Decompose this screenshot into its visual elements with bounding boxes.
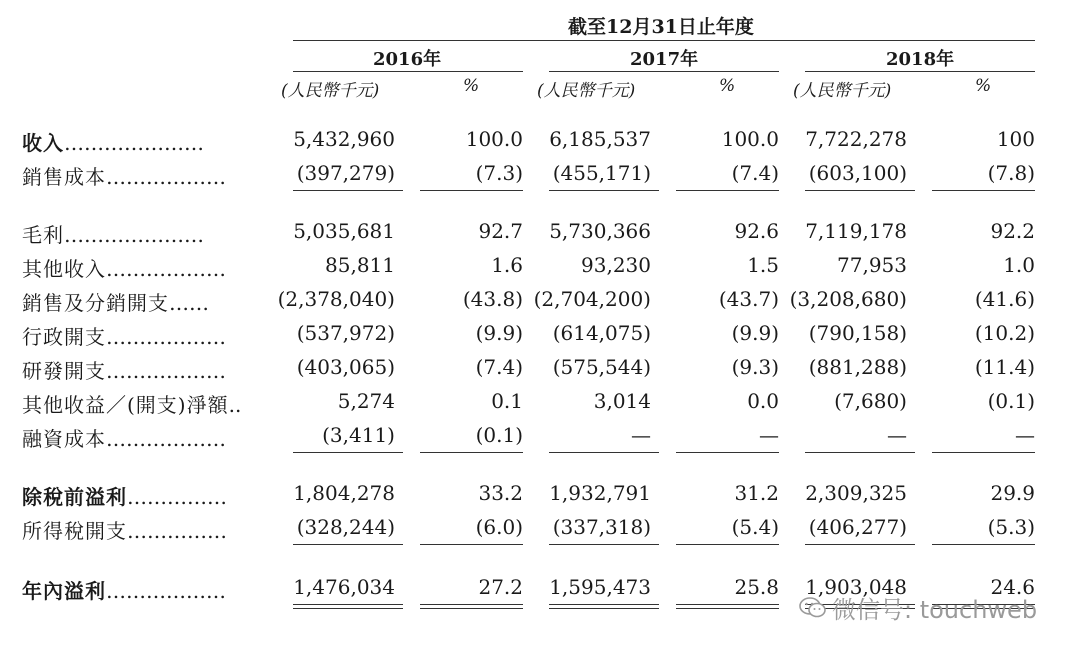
- percent-cell: 1.6: [491, 253, 523, 277]
- row-label: [22, 127, 204, 156]
- row-label: [22, 481, 227, 510]
- year-2018-header: 2018年: [886, 49, 955, 70]
- leader-dots: ………………: [106, 359, 226, 383]
- subtotal-rule: [805, 452, 915, 453]
- amount-cell: (603,100): [808, 161, 907, 185]
- leader-dots: …………………: [64, 131, 204, 155]
- row-label-text: 銷售成本: [22, 165, 106, 189]
- percent-cell: —: [759, 423, 779, 447]
- percent-cell: 1.0: [1003, 253, 1035, 277]
- row-label-text: 除稅前溢利: [22, 485, 127, 509]
- pct-label-2017: %: [719, 76, 736, 96]
- amount-cell: (3,411): [322, 423, 395, 447]
- leader-dots: …………………: [64, 223, 204, 247]
- leader-dots: ………………: [106, 427, 226, 451]
- subtotal-rule: [932, 190, 1035, 191]
- row-label: [22, 575, 226, 604]
- total-double-rule: [676, 604, 779, 609]
- percent-cell: 0.1: [491, 389, 523, 413]
- amount-cell: (455,171): [552, 161, 651, 185]
- subtotal-rule: [805, 544, 915, 545]
- row-label-text: 研發開支: [22, 359, 106, 383]
- amount-cell: 1,932,791: [549, 481, 651, 505]
- amount-cell: (881,288): [808, 355, 907, 379]
- subtotal-rule: [420, 190, 523, 191]
- percent-cell: (9.9): [475, 321, 523, 345]
- percent-cell: 27.2: [478, 575, 523, 599]
- row-label-text: 年內溢利: [22, 579, 106, 603]
- leader-dots: ……………: [127, 485, 227, 509]
- row-label-text: 融資成本: [22, 427, 106, 451]
- total-double-rule: [293, 604, 403, 609]
- year-2017-header: 2017年: [630, 49, 699, 70]
- percent-cell: (0.1): [987, 389, 1035, 413]
- percent-cell: 100.0: [721, 127, 779, 151]
- row-label-text: 其他收入: [22, 257, 106, 281]
- percent-cell: 100.0: [465, 127, 523, 151]
- subtotal-rule: [549, 190, 659, 191]
- subtotal-rule: [293, 452, 403, 453]
- unit-label-2018: (人民幣千元): [793, 81, 892, 101]
- row-label: [22, 161, 226, 190]
- header-rule: [293, 40, 1035, 41]
- percent-cell: (7.4): [475, 355, 523, 379]
- leader-dots: ………………: [106, 257, 226, 281]
- pct-label-2018: %: [975, 76, 992, 96]
- percent-cell: 29.9: [990, 481, 1035, 505]
- row-label: [22, 321, 226, 350]
- percent-cell: —: [1015, 423, 1035, 447]
- percent-cell: (7.8): [987, 161, 1035, 185]
- subtotal-rule: [549, 452, 659, 453]
- percent-cell: 92.2: [990, 219, 1035, 243]
- percent-cell: 33.2: [478, 481, 523, 505]
- percent-cell: 0.0: [747, 389, 779, 413]
- amount-cell: —: [887, 423, 907, 447]
- year-2017-rule: [549, 71, 779, 72]
- watermark: [798, 590, 1037, 627]
- leader-dots: ………………: [106, 579, 226, 603]
- unit-label-2017: (人民幣千元): [537, 81, 636, 101]
- row-label-text: 收入: [22, 131, 64, 155]
- amount-cell: 1,476,034: [293, 575, 395, 599]
- amount-cell: 1,595,473: [549, 575, 651, 599]
- amount-cell: 5,035,681: [293, 219, 395, 243]
- amount-cell: —: [631, 423, 651, 447]
- period-header: 截至12月31日止年度: [568, 16, 754, 38]
- year-2018-rule: [805, 71, 1035, 72]
- row-label: [22, 287, 209, 316]
- amount-cell: (575,544): [552, 355, 651, 379]
- amount-cell: 7,119,178: [805, 219, 907, 243]
- amount-cell: (403,065): [296, 355, 395, 379]
- percent-cell: (5.3): [987, 515, 1035, 539]
- amount-cell: 6,185,537: [549, 127, 651, 151]
- amount-cell: (537,972): [296, 321, 395, 345]
- subtotal-rule: [676, 190, 779, 191]
- row-label-text: 毛利: [22, 223, 64, 247]
- percent-cell: (9.9): [731, 321, 779, 345]
- amount-cell: 5,432,960: [293, 127, 395, 151]
- percent-cell: (41.6): [974, 287, 1035, 311]
- amount-cell: (790,158): [808, 321, 907, 345]
- total-double-rule: [549, 604, 659, 609]
- percent-cell: (43.8): [462, 287, 523, 311]
- percent-cell: 92.6: [734, 219, 779, 243]
- leader-dots: ………………: [106, 165, 226, 189]
- watermark-text: 微信号: touchweb: [832, 596, 1038, 624]
- percent-cell: 31.2: [734, 481, 779, 505]
- leader-dots: ………………: [106, 325, 226, 349]
- subtotal-rule: [549, 544, 659, 545]
- row-label: [22, 355, 226, 384]
- row-label: [22, 253, 226, 282]
- amount-cell: 5,730,366: [549, 219, 651, 243]
- amount-cell: 1,804,278: [293, 481, 395, 505]
- leader-dots: ……………: [127, 519, 227, 543]
- amount-cell: 5,274: [337, 389, 395, 413]
- percent-cell: (11.4): [974, 355, 1035, 379]
- amount-cell: (7,680): [834, 389, 907, 413]
- amount-cell: (406,277): [808, 515, 907, 539]
- row-label-text: 所得稅開支: [22, 519, 127, 543]
- amount-cell: (2,378,040): [277, 287, 395, 311]
- subtotal-rule: [676, 544, 779, 545]
- pct-label-2016: %: [463, 76, 480, 96]
- percent-cell: (6.0): [475, 515, 523, 539]
- percent-cell: 1.5: [747, 253, 779, 277]
- row-label-text: 銷售及分銷開支: [22, 291, 169, 315]
- subtotal-rule: [805, 190, 915, 191]
- amount-cell: (397,279): [296, 161, 395, 185]
- amount-cell: 2,309,325: [805, 481, 907, 505]
- amount-cell: 77,953: [837, 253, 907, 277]
- leader-dots: ..: [228, 393, 242, 417]
- subtotal-rule: [932, 544, 1035, 545]
- row-label: [22, 389, 241, 418]
- amount-cell: (614,075): [552, 321, 651, 345]
- percent-cell: 92.7: [478, 219, 523, 243]
- row-label-text: 其他收益／(開支)淨額: [22, 393, 229, 417]
- subtotal-rule: [293, 544, 403, 545]
- percent-cell: (9.3): [731, 355, 779, 379]
- row-label-text: 行政開支: [22, 325, 106, 349]
- percent-cell: (10.2): [974, 321, 1035, 345]
- year-2016-header: 2016年: [373, 49, 442, 70]
- wechat-icon: [798, 595, 828, 627]
- amount-cell: (337,318): [552, 515, 651, 539]
- amount-cell: 85,811: [325, 253, 395, 277]
- percent-cell: (43.7): [718, 287, 779, 311]
- percent-cell: 24.6: [990, 575, 1035, 599]
- subtotal-rule: [420, 544, 523, 545]
- subtotal-rule: [932, 452, 1035, 453]
- row-label: [22, 515, 227, 544]
- leader-dots: ……: [169, 291, 209, 315]
- percent-cell: 100: [996, 127, 1035, 151]
- amount-cell: 1,903,048: [805, 575, 907, 599]
- percent-cell: (7.3): [475, 161, 523, 185]
- amount-cell: 3,014: [593, 389, 651, 413]
- percent-cell: (5.4): [731, 515, 779, 539]
- amount-cell: 7,722,278: [805, 127, 907, 151]
- percent-cell: (7.4): [731, 161, 779, 185]
- amount-cell: (2,704,200): [533, 287, 651, 311]
- amount-cell: (3,208,680): [789, 287, 907, 311]
- amount-cell: 93,230: [581, 253, 651, 277]
- year-2016-rule: [293, 71, 523, 72]
- subtotal-rule: [676, 452, 779, 453]
- unit-label-2016: (人民幣千元): [281, 81, 380, 101]
- amount-cell: (328,244): [296, 515, 395, 539]
- subtotal-rule: [293, 190, 403, 191]
- subtotal-rule: [420, 452, 523, 453]
- total-double-rule: [420, 604, 523, 609]
- percent-cell: 25.8: [734, 575, 779, 599]
- percent-cell: (0.1): [475, 423, 523, 447]
- row-label: [22, 219, 204, 248]
- row-label: [22, 423, 226, 452]
